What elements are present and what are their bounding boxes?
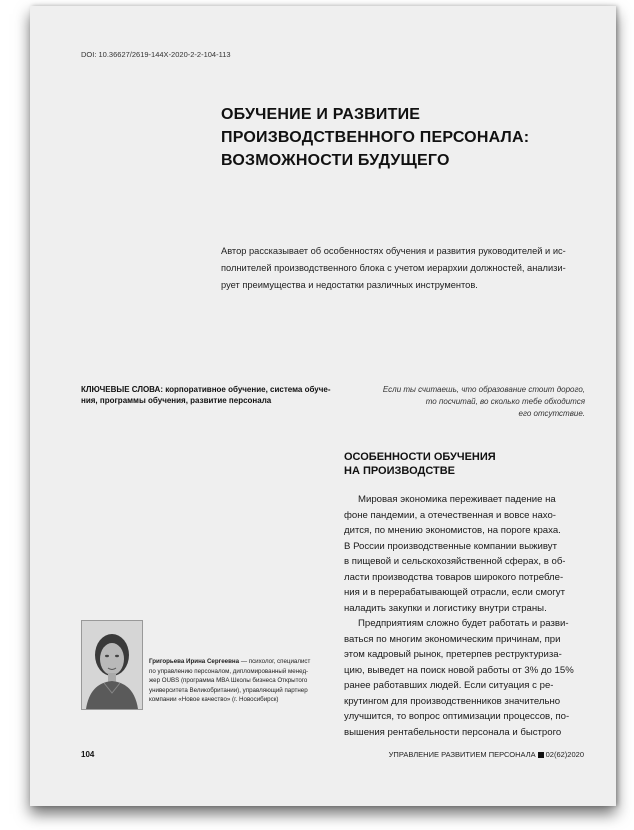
article-title xyxy=(221,103,581,172)
body-line: ния и в перерабатывающей отрасли, если смогут xyxy=(344,587,565,598)
body-line: Предприятиям сложно будет работать и разви- xyxy=(358,618,569,629)
author-name: Григорьева Ирина Сергеевна xyxy=(149,658,240,665)
doi-line: DOI: 10.36627/2619-144X-2020-2-2-104-113 xyxy=(81,50,231,59)
body-line: крутингом для производственников значительно xyxy=(344,695,561,707)
body-line: цию, выведет на поиск новой работы от 3% до 15% xyxy=(344,664,574,676)
author-bio-line: по управлению персоналом, дипломированный менед- xyxy=(149,667,309,675)
title-line: ОБУЧЕНИЕ И РАЗВИТИЕ xyxy=(221,106,421,123)
keywords-label: КЛЮЧЕВЫЕ СЛОВА: xyxy=(81,385,163,394)
author-bio-line: жер OUBS (программа MBA Школы бизнеса Открытого xyxy=(149,677,308,684)
author-photo xyxy=(81,620,143,710)
title-line: ПРОИЗВОДСТВЕННОГО ПЕРСОНАЛА: xyxy=(221,129,530,146)
body-line: в пищевой и сельскохозяйственной сферах, в об- xyxy=(344,556,566,567)
author-bio-line: университета Великобритании), управляющий партнер xyxy=(149,686,308,694)
title-line: ВОЗМОЖНОСТИ БУДУЩЕГО xyxy=(221,152,450,169)
journal-footer xyxy=(389,750,584,759)
body-line: ваться по многим экономическим причинам, при xyxy=(344,633,561,645)
section-heading-line: НА ПРОИЗВОДСТВЕ xyxy=(344,465,455,477)
body-line: вышения рентабельности персонала и быстрого xyxy=(344,726,562,738)
section-heading-line: ОСОБЕННОСТИ ОБУЧЕНИЯ xyxy=(344,451,496,463)
page-number: 104 xyxy=(81,750,95,759)
epigraph xyxy=(330,384,585,420)
body-line: В России производственные компании выживут xyxy=(344,540,557,552)
epigraph-line: Если ты считаешь, что образование стоит дорого, xyxy=(382,385,585,394)
section-heading xyxy=(344,450,584,478)
author-bio-line: компании «Новое качество» (г. Новосибирск) xyxy=(149,696,279,703)
keywords-text: ния, программы обучения, развитие персонала xyxy=(81,396,272,405)
journal-page xyxy=(30,6,616,806)
body-line: наладить закупки и логистику внутри страны. xyxy=(344,602,547,614)
body-line: ранее работавших людей. Если ситуация с ре- xyxy=(344,680,554,691)
body-line: ласти производства товаров широкого потребле- xyxy=(344,571,564,583)
body-line: дится, по мнению экономистов, на пороге краха. xyxy=(344,525,561,536)
body-line: этом кадровый рынок, претерпев реструктуриза- xyxy=(344,649,562,660)
abstract-line: полнителей производственного блока с учетом иерархии должностей, анализи- xyxy=(221,263,566,273)
author-bio xyxy=(149,657,334,705)
journal-name: УПРАВЛЕНИЕ РАЗВИТИЕМ ПЕРСОНАЛА xyxy=(388,750,536,759)
epigraph-line: его отсутствие. xyxy=(518,409,585,418)
epigraph-line: то посчитай, во сколько тебе обходится xyxy=(425,397,585,406)
keywords-text: корпоративное обучение, система обуче- xyxy=(165,385,331,394)
square-bullet-icon xyxy=(538,752,544,758)
abstract-line: рует преимущества и недостатки различных инструментов. xyxy=(221,280,478,290)
body-line: улучшится, то вопрос оптимизации процессов, по- xyxy=(344,711,570,722)
abstract xyxy=(221,243,591,294)
body-text xyxy=(344,492,594,740)
author-portrait-image xyxy=(82,621,142,709)
body-line: Мировая экономика переживает падение на xyxy=(358,494,556,505)
journal-issue: 02(62)2020 xyxy=(545,750,584,759)
keywords-block xyxy=(81,384,331,406)
body-line: фоне пандемии, а отечественная и вовсе нахо- xyxy=(344,509,556,521)
author-bio-text: — психолог, специалист xyxy=(239,658,311,665)
abstract-line: Автор рассказывает об особенностях обучения и развития руководителей и ис- xyxy=(221,246,566,256)
